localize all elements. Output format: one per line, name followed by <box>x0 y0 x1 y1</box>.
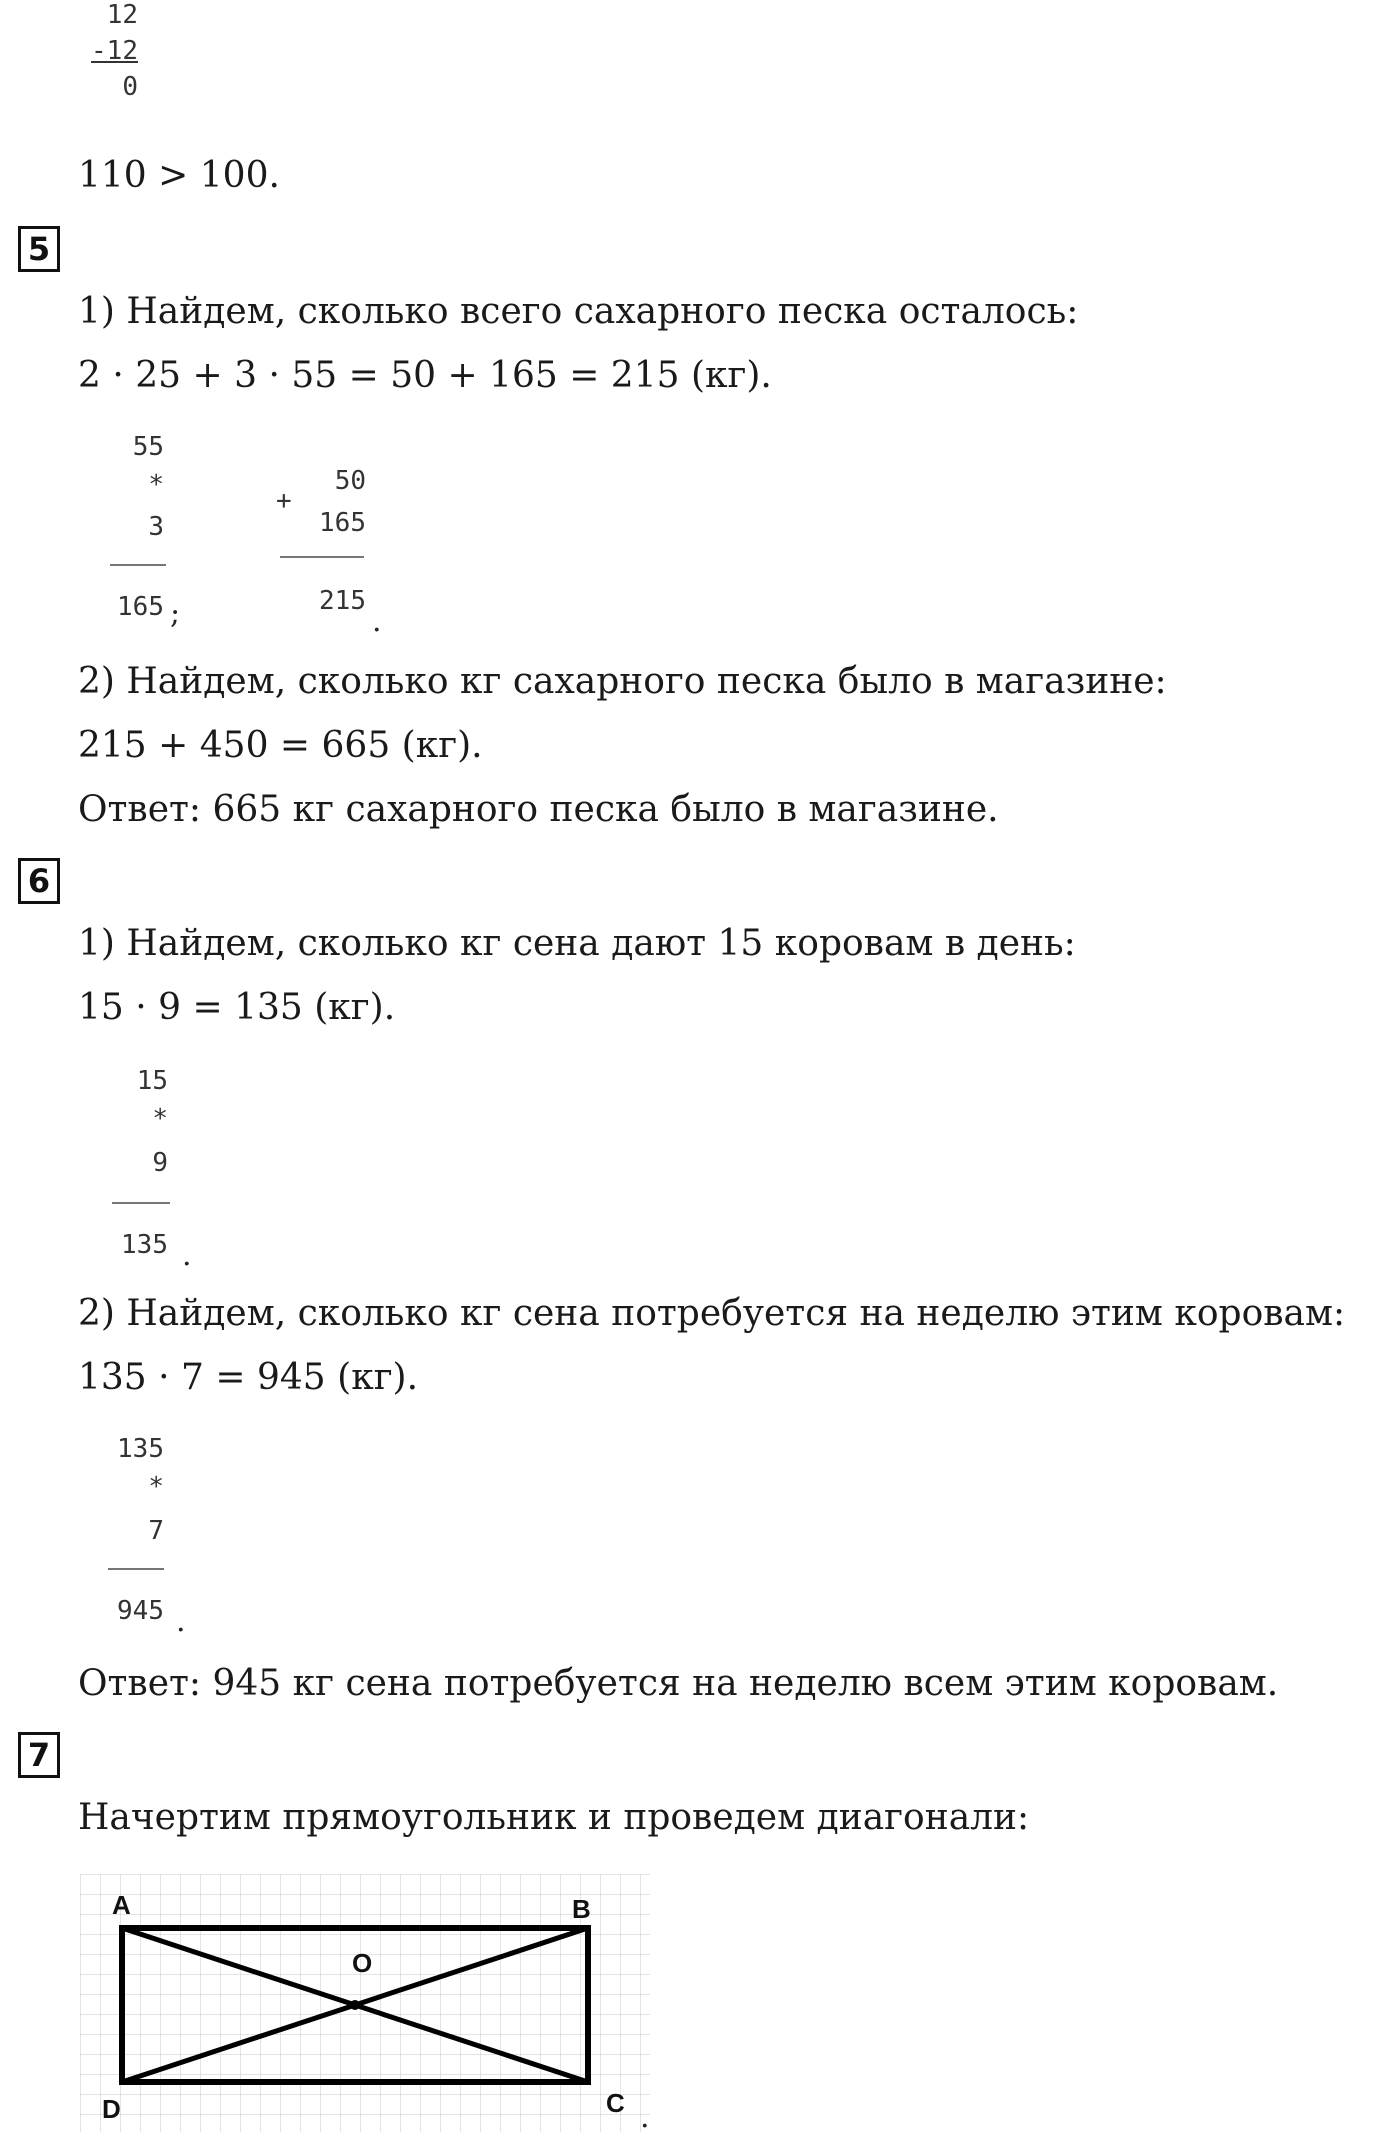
label-a: A <box>112 1890 131 1920</box>
task5-equation1: 2 · 25 + 3 · 55 = 50 + 165 = 215 (кг). <box>78 355 772 396</box>
point-o <box>350 2000 360 2010</box>
calc-second: 165 <box>319 508 366 538</box>
label-o: O <box>352 1948 373 1978</box>
calc-rule <box>112 1202 170 1204</box>
task6-equation2: 135 · 7 = 945 (кг). <box>78 1357 419 1398</box>
calc-rule <box>280 556 364 558</box>
calc-top: 135 <box>117 1434 164 1464</box>
calc-operator: * <box>152 1104 168 1134</box>
calc-punct: . <box>182 1238 192 1273</box>
label-d: D <box>102 2094 121 2124</box>
calc-rule <box>110 564 166 566</box>
calc-second: 3 <box>148 512 164 542</box>
task5-step1: 1) Найдем, сколько всего сахарного песка осталось: <box>78 291 1079 332</box>
task-number-5: 5 <box>18 226 60 272</box>
calc-operator: * <box>148 470 164 500</box>
calc-result: 215 <box>319 586 366 616</box>
calc-top: 15 <box>136 1066 168 1096</box>
calc-rule <box>108 1568 164 1570</box>
calc-punct: . <box>372 604 382 639</box>
task-number-6: 6 <box>18 858 60 904</box>
task6-equation1: 15 · 9 = 135 (кг). <box>78 987 396 1028</box>
calc-result: 135 <box>121 1230 168 1260</box>
calc-top: 55 <box>132 432 164 462</box>
label-b: B <box>572 1894 591 1924</box>
label-c: C <box>606 2088 625 2118</box>
calc-result: 165 <box>117 592 164 622</box>
division-line-3: 0 <box>122 72 138 102</box>
calc-result: 945 <box>117 1596 164 1626</box>
division-line-2: -12 <box>91 36 138 66</box>
calc-second: 7 <box>148 1516 164 1546</box>
task6-step2: 2) Найдем, сколько кг сена потребуется на неделю этим коровам: <box>78 1293 1346 1334</box>
calc-top: 50 <box>334 466 366 496</box>
calc-operator: + <box>276 486 292 516</box>
task5-step2: 2) Найдем, сколько кг сахарного песка было в магазине: <box>78 661 1167 702</box>
calc-punct: ; <box>170 596 181 631</box>
rectangle-diagram <box>80 1874 650 2132</box>
task5-equation2: 215 + 450 = 665 (кг). <box>78 725 483 766</box>
calc-second: 9 <box>152 1148 168 1178</box>
task6-step1: 1) Найдем, сколько кг сена дают 15 коровам в день: <box>78 923 1076 964</box>
calc-punct: . <box>176 1604 186 1639</box>
task6-answer: Ответ: 945 кг сена потребуется на неделю всем этим коровам. <box>78 1663 1279 1704</box>
rectangle-figure <box>80 1874 650 2132</box>
figure-punct: . <box>640 2100 650 2135</box>
calc-operator: * <box>148 1472 164 1502</box>
task7-step1: Начертим прямоугольник и проведем диагонали: <box>78 1797 1030 1838</box>
division-line-1: 12 <box>106 0 138 30</box>
task5-answer: Ответ: 665 кг сахарного песка было в магазине. <box>78 789 999 830</box>
comparison: 110 > 100. <box>78 155 280 196</box>
task-number-7: 7 <box>18 1732 60 1778</box>
